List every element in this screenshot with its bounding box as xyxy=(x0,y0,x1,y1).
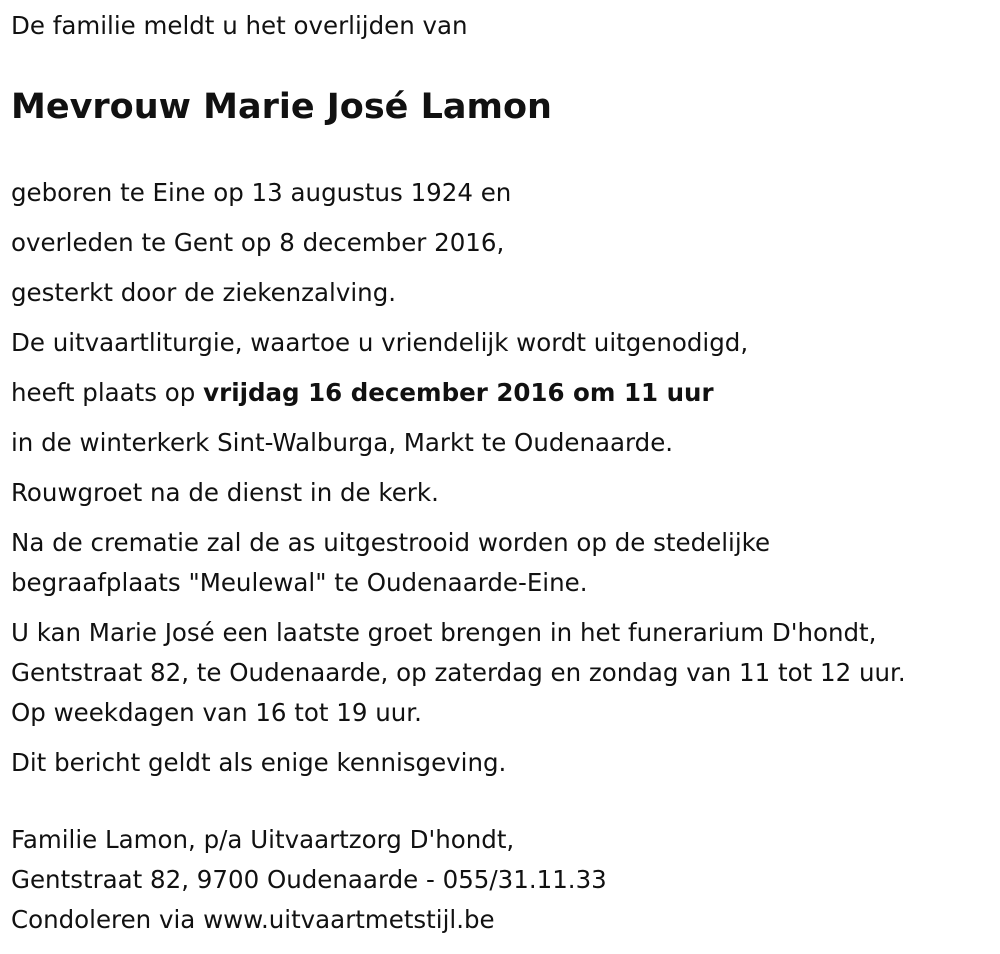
service-location-line: in de winterkerk Sint-Walburga, Markt te Oudenaarde. xyxy=(11,428,674,457)
farewell-paragraph xyxy=(11,613,996,733)
deceased-name: Mevrouw Marie José Lamon xyxy=(11,87,552,127)
cremation-line-2: begraafplaats "Meulewal" te Oudenaarde-Eine. xyxy=(11,568,588,597)
service-date-prefix: heeft plaats op xyxy=(11,378,204,407)
closing-line-1: Familie Lamon, p/a Uitvaartzorg D'hondt, xyxy=(11,825,515,854)
intro-text: De familie meldt u het overlijden van xyxy=(11,11,468,40)
cremation-paragraph xyxy=(11,523,996,603)
notice-line: Dit bericht geldt als enige kennisgeving. xyxy=(11,748,507,777)
cremation-line-1: Na de crematie zal de as uitgestrooid worden op de stedelijke xyxy=(11,528,771,557)
farewell-line-1: U kan Marie José een laatste groet brengen in het funerarium D'hondt, xyxy=(11,618,877,647)
condolence-line: Rouwgroet na de dienst in de kerk. xyxy=(11,478,439,507)
service-date-line xyxy=(11,373,996,413)
service-date: vrijdag 16 december 2016 om 11 uur xyxy=(203,378,714,407)
notice-body xyxy=(11,173,996,783)
closing-line-3: Condoleren via www.uitvaartmetstijl.be xyxy=(11,905,495,934)
invitation-line: De uitvaartliturgie, waartoe u vriendelijk wordt uitgenodigd, xyxy=(11,328,749,357)
closing-block xyxy=(11,820,607,940)
death-line: overleden te Gent op 8 december 2016, xyxy=(11,228,505,257)
farewell-line-3: Op weekdagen van 16 tot 19 uur. xyxy=(11,698,422,727)
sacrament-line: gesterkt door de ziekenzalving. xyxy=(11,278,397,307)
birth-line: geboren te Eine op 13 augustus 1924 en xyxy=(11,178,512,207)
farewell-line-2: Gentstraat 82, te Oudenaarde, op zaterdag en zondag van 11 tot 12 uur. xyxy=(11,658,906,687)
closing-line-2: Gentstraat 82, 9700 Oudenaarde - 055/31.11.33 xyxy=(11,865,607,894)
